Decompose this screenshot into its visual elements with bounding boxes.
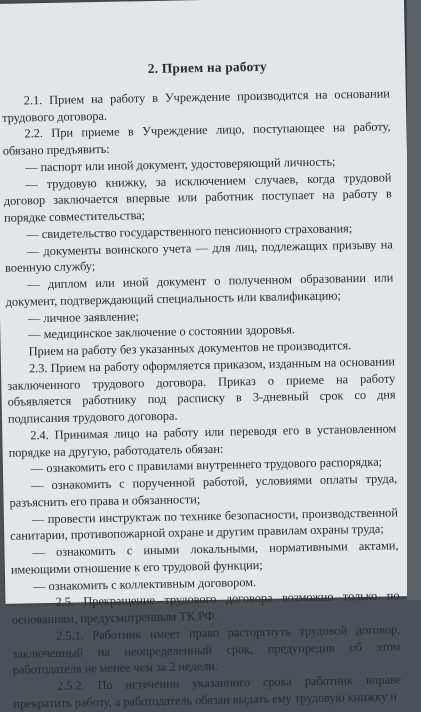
paragraph: 2.4. Принимая лицо на работу или переводя его в установленном порядке на другую, работодатель обязан: [8, 421, 397, 460]
paragraph: — ознакомить с коллективным договором. [33, 574, 257, 593]
paragraph: — свидетельство государственного пенсионного страхования; [26, 220, 353, 242]
paragraph: 2.5.2. По истечении указанного срока работник вправе прекратить работу, а работодатель обязан выдать ему трудовую книжку и [13, 672, 402, 711]
paragraph: — ознакомить его с правилами внутреннего трудового распорядка; [30, 454, 383, 476]
paragraph: — медицинское заключение о состоянии здоровья. [28, 322, 296, 342]
paragraph: 2.1. Прием на работу в Учреждение производится на основании трудового договора. [2, 86, 390, 125]
paragraph: — провести инструктаж по технике безопасности, производственной санитарии, противопожарной охране и другим правилам охраны труда; [10, 504, 398, 544]
paragraph: — личное заявление; [27, 308, 139, 325]
document-page [1, 56, 401, 712]
paragraph: — паспорт или иной документ, удостоверяющий личность; [25, 154, 336, 175]
paragraph: 2.5.1. Работник имеет право расторгнуть трудовой договор, заключенный на неопределенный срок, предупредив об этом работодателя не менее чем за 2 недели. [12, 622, 401, 678]
paragraph: — документы воинского учета — для лиц, подлежащих призыву на военную службу; [4, 236, 393, 276]
paragraph: — диплом или иной документ о полученном образовании или документ, подтверждающий специальность или квалификацию; [5, 270, 394, 309]
document-body [2, 85, 402, 712]
background-edge [407, 0, 421, 600]
section-heading: 2. Прием на работу [147, 58, 267, 77]
paragraph: — ознакомить с порученной работой, условиями оплаты труда, разъяснить его права и обязанности; [9, 471, 398, 510]
paragraph: 2.2. При приеме в Учреждение лицо, поступающее на работу, обязано предъявить: [2, 119, 391, 158]
paragraph: — трудовую книжку, за исключением случаев, когда трудовой договор заключается впервые или работник поступает на работу в порядке совместительства; [3, 169, 392, 225]
paragraph: 2.5. Прекращение трудового договора возможно только по основаниям, предусмотренным ТК РФ. [11, 588, 400, 627]
paragraph: 2.3. Прием на работу оформляется приказом, изданным на основании заключенного трудового договора. Приказ о приеме на работу объявляется работнику под расписку в 3-дневный срок со дня подписания трудового договора. [7, 354, 396, 426]
paragraph: Прием на работу без указанных документов не производится. [28, 338, 352, 359]
paragraph: — ознакомить с иными локальными, нормативными актами, имеющими отношение к его трудовой функции; [10, 538, 399, 577]
